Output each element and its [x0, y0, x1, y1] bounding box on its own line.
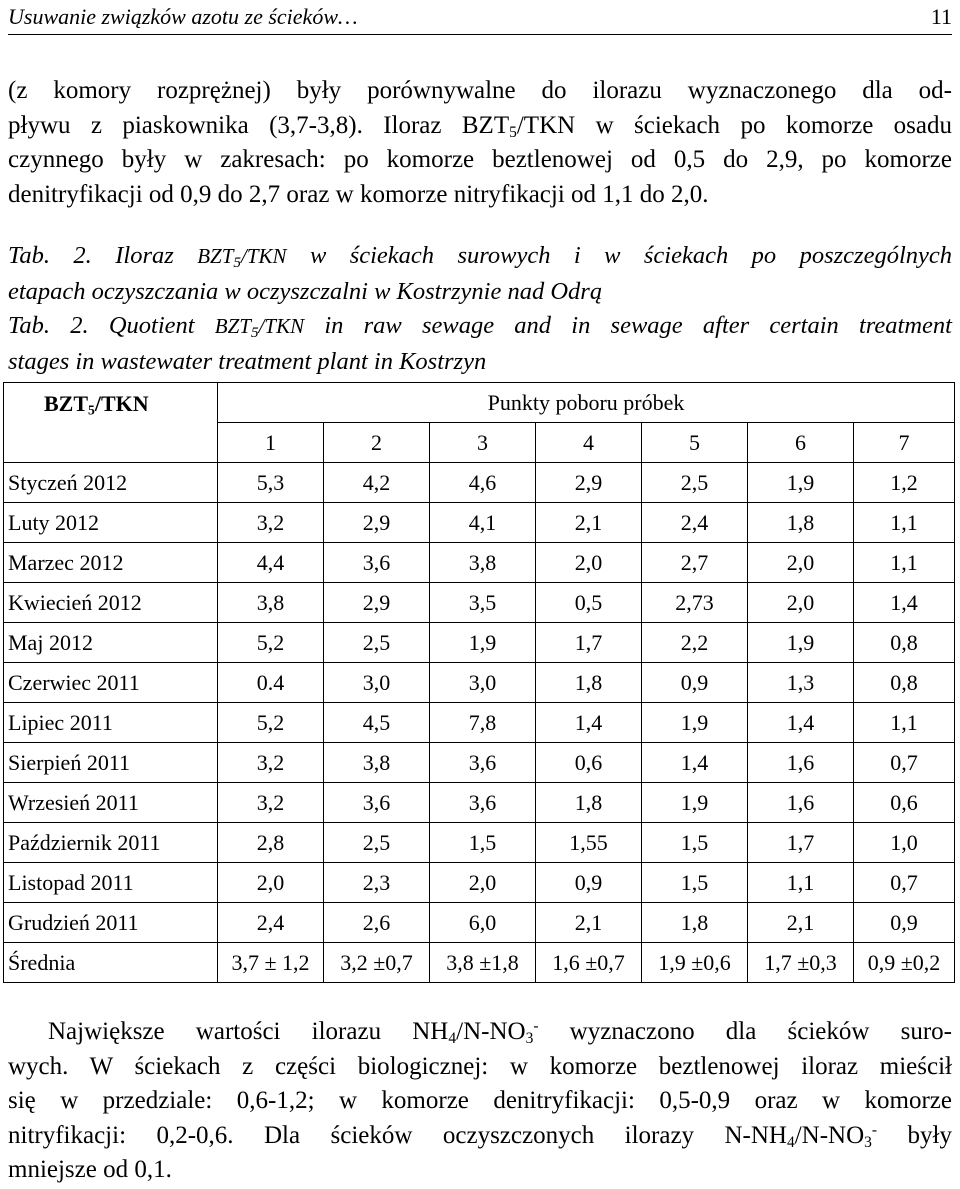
- page-number: 11: [930, 4, 952, 29]
- table-cell: 0,6: [854, 783, 955, 823]
- table-cell: 0,8: [854, 623, 955, 663]
- table-cell: 0,9: [854, 903, 955, 943]
- table-cell: 0,8: [854, 663, 955, 703]
- table-cell: 3,6: [430, 783, 536, 823]
- table-cell: 1,5: [642, 823, 748, 863]
- paragraph-line: się w przedziale: 0,6-1,2; w komorze denitryfikacji: 0,5-0,9 oraz w komorze: [8, 1087, 952, 1114]
- table-cell: 1,6: [748, 743, 854, 783]
- table-cell: 0,5: [536, 583, 642, 623]
- table-cell: 3,8: [430, 543, 536, 583]
- row-label: Lipiec 2011: [4, 703, 218, 743]
- table-corner-header: $BZT_5$/TKN: [4, 383, 218, 463]
- caption-line: Tab. 2. Quotient $BZT_5$/TKN in raw sewage and in sewage after certain treatment: [8, 312, 952, 341]
- table-row: [4, 583, 955, 623]
- table-cell: 2,3: [324, 863, 430, 903]
- table-cell: 1,4: [536, 703, 642, 743]
- table-cell: 1,1: [854, 543, 955, 583]
- table-cell: 1,4: [748, 703, 854, 743]
- table-cell: 4,5: [324, 703, 430, 743]
- column-number-header: 1: [218, 423, 324, 463]
- table-cell: 4,2: [324, 463, 430, 503]
- row-label: Wrzesień 2011: [4, 783, 218, 823]
- row-label: Październik 2011: [4, 823, 218, 863]
- table-cell: 1,9: [642, 703, 748, 743]
- table-cell: 1,9: [748, 623, 854, 663]
- table-cell: 2,4: [218, 903, 324, 943]
- table-cell: 0,9: [536, 863, 642, 903]
- table-cell: 2,0: [430, 863, 536, 903]
- table-cell: 3,2: [218, 783, 324, 823]
- table-cell: 3,2 ±0,7: [324, 943, 430, 983]
- row-label: Listopad 2011: [4, 863, 218, 903]
- table-row: [4, 623, 955, 663]
- table-cell: 1,3: [748, 663, 854, 703]
- paragraph-line: pływu z piaskownika (3,7-3,8). Iloraz $BZT_5$/TKN w ściekach po komorze osadu: [8, 111, 952, 141]
- table-caption-polish: [8, 238, 952, 310]
- table-cell: 5,2: [218, 623, 324, 663]
- column-number-header: 7: [854, 423, 955, 463]
- table-cell: 1,8: [748, 503, 854, 543]
- table-cell: 1,55: [536, 823, 642, 863]
- sampling-points-header: Punkty poboru próbek: [218, 383, 955, 423]
- table-cell: 2,5: [324, 623, 430, 663]
- table-cell: 2,9: [324, 503, 430, 543]
- table-cell: 0,7: [854, 743, 955, 783]
- table-cell: 1,5: [430, 823, 536, 863]
- table-row: [4, 743, 955, 783]
- table-cell: 1,1: [748, 863, 854, 903]
- table-cell: 1,4: [642, 743, 748, 783]
- table-cell: 1,1: [854, 703, 955, 743]
- table-body: [4, 463, 955, 983]
- table-cell: 5,2: [218, 703, 324, 743]
- paragraph-line: nitryfikacji: 0,2-0,6. Dla ścieków oczyszczonych ilorazy $N-NH_4/N-NO_3^-$ były: [8, 1120, 952, 1151]
- table-cell: 2,2: [642, 623, 748, 663]
- table-cell: 2,7: [642, 543, 748, 583]
- table-cell: 2,8: [218, 823, 324, 863]
- table-row: [4, 463, 955, 503]
- table-cell: 1,8: [536, 783, 642, 823]
- table-row: [4, 823, 955, 863]
- table-cell: 2,1: [536, 503, 642, 543]
- column-number-header: 4: [536, 423, 642, 463]
- table-cell: 3,8: [324, 743, 430, 783]
- table-cell: 1,9 ±0,6: [642, 943, 748, 983]
- table-cell: 3,6: [430, 743, 536, 783]
- caption-line: etapach oczyszczania w oczyszczalni w Kostrzynie nad Odrą: [8, 278, 603, 305]
- row-label: Maj 2012: [4, 623, 218, 663]
- table-cell: 2,4: [642, 503, 748, 543]
- row-label: Styczeń 2012: [4, 463, 218, 503]
- table-cell: 3,0: [430, 663, 536, 703]
- table-cell: 3,8 ±1,8: [430, 943, 536, 983]
- row-label: Sierpień 2011: [4, 743, 218, 783]
- table-row: [4, 503, 955, 543]
- column-number-header: 3: [430, 423, 536, 463]
- table-cell: 1,9: [430, 623, 536, 663]
- table-cell: 0,9: [642, 663, 748, 703]
- table-cell: 2,5: [642, 463, 748, 503]
- table-header-row: [4, 383, 955, 423]
- table-caption-english: [8, 308, 952, 380]
- row-label: Marzec 2012: [4, 543, 218, 583]
- running-title: Usuwanie związków azotu ze ścieków…: [8, 4, 358, 29]
- table-cell: 6,0: [430, 903, 536, 943]
- table-cell: 2,0: [748, 543, 854, 583]
- paragraph-line: czynnego były w zakresach: po komorze beztlenowej od 0,5 do 2,9, po komorze: [8, 146, 952, 173]
- caption-line: Tab. 2. Iloraz $BZT_5$/TKN w ściekach surowych i w ściekach po poszczególnych: [8, 242, 952, 271]
- table-row: [4, 543, 955, 583]
- table-cell: 1,9: [748, 463, 854, 503]
- table-cell: 3,0: [324, 663, 430, 703]
- table-cell: 2,0: [536, 543, 642, 583]
- table-cell: 3,7 ± 1,2: [218, 943, 324, 983]
- quotient-table: [3, 382, 955, 983]
- table-cell: 4,4: [218, 543, 324, 583]
- table-cell: 1,8: [536, 663, 642, 703]
- table-cell: 1,5: [642, 863, 748, 903]
- paragraph-line: denitryfikacji od 0,9 do 2,7 oraz w komorze nitryfikacji od 1,1 do 2,0.: [8, 180, 709, 208]
- caption-line: stages in wastewater treatment plant in Kostrzyn: [8, 348, 487, 375]
- table-cell: 0,7: [854, 863, 955, 903]
- table-cell: 3,6: [324, 543, 430, 583]
- table-row: [4, 703, 955, 743]
- table-cell: 1,4: [854, 583, 955, 623]
- table-row: [4, 863, 955, 903]
- row-label: Czerwiec 2011: [4, 663, 218, 703]
- table-row: [4, 943, 955, 983]
- table-cell: 2,1: [536, 903, 642, 943]
- table-cell: 1,8: [642, 903, 748, 943]
- table-cell: 1,2: [854, 463, 955, 503]
- table-cell: 0,9 ±0,2: [854, 943, 955, 983]
- table-cell: 5,3: [218, 463, 324, 503]
- table-cell: 1,6 ±0,7: [536, 943, 642, 983]
- table-cell: 1,7: [748, 823, 854, 863]
- column-number-header: 5: [642, 423, 748, 463]
- table-cell: 2,0: [218, 863, 324, 903]
- table-cell: 4,6: [430, 463, 536, 503]
- table-cell: 2,0: [748, 583, 854, 623]
- table-cell: 0.4: [218, 663, 324, 703]
- table-cell: 2,73: [642, 583, 748, 623]
- table-cell: 3,8: [218, 583, 324, 623]
- table-cell: 2,1: [748, 903, 854, 943]
- column-number-header: 6: [748, 423, 854, 463]
- table-cell: 3,2: [218, 503, 324, 543]
- paragraph-line: mniejsze od 0,1.: [8, 1156, 172, 1183]
- table-row: [4, 903, 955, 943]
- table-cell: 1,0: [854, 823, 955, 863]
- paragraph-line: wych. W ściekach z części biologicznej: w komorze beztlenowej iloraz mieścił: [8, 1052, 952, 1080]
- table-cell: 3,2: [218, 743, 324, 783]
- table-cell: 1,7 ±0,3: [748, 943, 854, 983]
- paragraph-intro: [8, 74, 952, 212]
- table-cell: 1,1: [854, 503, 955, 543]
- table-row: [4, 783, 955, 823]
- table-cell: 3,6: [324, 783, 430, 823]
- column-number-header: 2: [324, 423, 430, 463]
- table-cell: 1,6: [748, 783, 854, 823]
- row-label: Kwiecień 2012: [4, 583, 218, 623]
- row-label: Luty 2012: [4, 503, 218, 543]
- paragraph-line: Największe wartości ilorazu $NH_4/N-NO_3^-$ wyznaczono dla ścieków suro-: [48, 1017, 952, 1047]
- table-cell: 1,7: [536, 623, 642, 663]
- table-cell: 7,8: [430, 703, 536, 743]
- row-label: Średnia: [4, 943, 218, 983]
- table-cell: 4,1: [430, 503, 536, 543]
- table-cell: 3,5: [430, 583, 536, 623]
- table-cell: 2,6: [324, 903, 430, 943]
- table-cell: 2,5: [324, 823, 430, 863]
- table-cell: 0,6: [536, 743, 642, 783]
- table-row: [4, 663, 955, 703]
- paragraph-line: (z komory rozprężnej) były porównywalne do ilorazu wyznaczonego dla od-: [8, 77, 952, 104]
- row-label: Grudzień 2011: [4, 903, 218, 943]
- running-header: [8, 2, 952, 35]
- table-cell: 1,9: [642, 783, 748, 823]
- table-cell: 2,9: [324, 583, 430, 623]
- paragraph-results: [8, 1015, 952, 1188]
- table-cell: 2,9: [536, 463, 642, 503]
